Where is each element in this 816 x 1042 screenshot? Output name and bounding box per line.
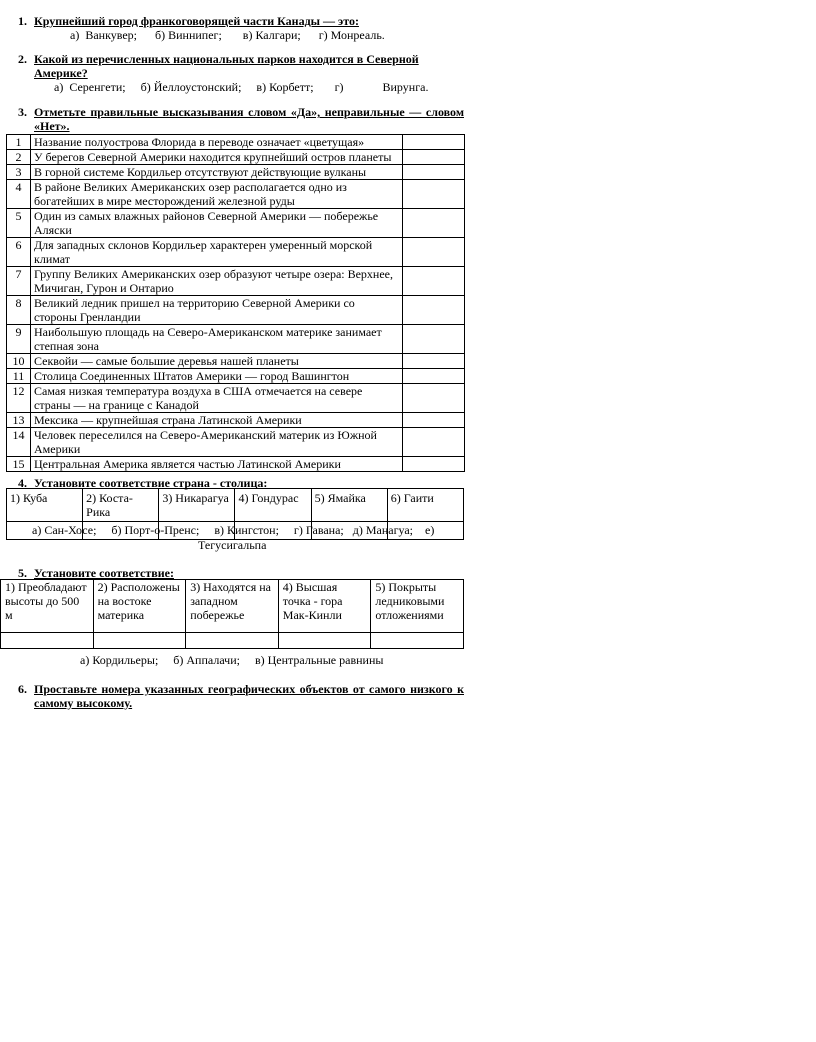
statement-text: Группу Великих Американских озер образуют четыре озера: Верхнее, Мичиган, Гурон и Онтарио	[31, 267, 403, 296]
feature-match-table	[0, 579, 464, 649]
statement-number: 14	[7, 428, 31, 457]
question-4-options-continued: Тегусигальпа	[198, 538, 267, 552]
statement-number: 9	[7, 325, 31, 354]
question-number: 5.	[18, 566, 27, 580]
statement-row	[7, 369, 465, 384]
answer-cell[interactable]	[403, 428, 465, 457]
statement-text: У берегов Северной Америки находится крупнейший остров планеты	[31, 150, 403, 165]
answer-cell[interactable]	[403, 354, 465, 369]
feature-answer-cell[interactable]	[186, 633, 279, 649]
statement-text: Секвойи — самые большие деревья нашей планеты	[31, 354, 403, 369]
question-number: 6.	[18, 682, 27, 696]
statement-text: Столица Соединенных Штатов Америки — город Вашингтон	[31, 369, 403, 384]
feature-answer-cell[interactable]	[93, 633, 186, 649]
question-text: Установите соответствие страна - столица:	[34, 476, 268, 490]
statement-text: В горной системе Кордильер отсутствуют действующие вулканы	[31, 165, 403, 180]
statement-number: 3	[7, 165, 31, 180]
statement-number: 12	[7, 384, 31, 413]
country-cell: 6) Гаити	[387, 489, 463, 522]
question-4-options: а) Сан-Хосе; б) Порт-о-Пренс; в) Кингстон; г) Гавана; д) Манагуа; е)	[32, 523, 435, 537]
true-false-table	[6, 134, 465, 472]
statement-number: 11	[7, 369, 31, 384]
answer-cell[interactable]	[403, 209, 465, 238]
country-cell: 1) Куба	[7, 489, 83, 522]
statement-row	[7, 384, 465, 413]
feature-description-cell: 2) Расположены на востоке материка	[93, 580, 186, 633]
statement-text: Человек переселился на Северо-Американский материк из Южной Америки	[31, 428, 403, 457]
question-1	[18, 14, 464, 28]
answer-cell[interactable]	[403, 165, 465, 180]
statement-number: 1	[7, 135, 31, 150]
statement-number: 8	[7, 296, 31, 325]
question-text: Крупнейший город франкоговорящей части Канады — это:	[34, 14, 359, 28]
statement-row	[7, 180, 465, 209]
feature-answer-cell[interactable]	[1, 633, 94, 649]
statement-row	[7, 325, 465, 354]
question-1-options: а) Ванкувер; б) Виннипег; в) Калгари; г) Монреаль.	[70, 28, 385, 42]
statement-text: Мексика — крупнейшая страна Латинской Америки	[31, 413, 403, 428]
answer-cell[interactable]	[403, 413, 465, 428]
statement-text: Название полуострова Флорида в переводе означает «цветущая»	[31, 135, 403, 150]
answer-cell[interactable]	[403, 369, 465, 384]
statement-text: Один из самых влажных районов Северной Америки — побережье Аляски	[31, 209, 403, 238]
answer-cell[interactable]	[403, 238, 465, 267]
feature-answer-cell[interactable]	[371, 633, 464, 649]
question-2	[18, 52, 464, 80]
feature-description-cell: 1) Преобладают высоты до 500 м	[1, 580, 94, 633]
feature-answer-cell[interactable]	[278, 633, 371, 649]
question-3	[18, 105, 464, 133]
question-number: 3.	[18, 105, 27, 119]
question-text: Проставьте номера указанных географических объектов от самого низкого к самому высокому.	[34, 682, 464, 710]
country-cell: 3) Никарагуа	[159, 489, 235, 522]
statement-row	[7, 457, 465, 472]
feature-description-cell: 4) Высшая точка - гора Мак-Кинли	[278, 580, 371, 633]
statement-row	[7, 150, 465, 165]
statement-row	[7, 428, 465, 457]
statement-text: Великий ледник пришел на территорию Северной Америки со стороны Гренландии	[31, 296, 403, 325]
statement-row	[7, 238, 465, 267]
country-cell: 5) Ямайка	[311, 489, 387, 522]
feature-description-cell: 5) Покрыты ледниковыми отложениями	[371, 580, 464, 633]
statement-number: 4	[7, 180, 31, 209]
question-text: Установите соответствие:	[34, 566, 174, 580]
answer-cell[interactable]	[403, 267, 465, 296]
question-number: 2.	[18, 52, 27, 66]
question-text: Какой из перечисленных национальных парков находится в Северной Америке?	[34, 52, 419, 80]
statement-text: Центральная Америка является частью Латинской Америки	[31, 457, 403, 472]
statement-row	[7, 413, 465, 428]
statement-row	[7, 354, 465, 369]
statement-row	[7, 135, 465, 150]
question-5-options: а) Кордильеры; б) Аппалачи; в) Центральные равнины	[80, 653, 384, 667]
question-number: 1.	[18, 14, 27, 28]
answer-cell[interactable]	[403, 296, 465, 325]
statement-text: Самая низкая температура воздуха в США отмечается на севере страны — на границе с Канадой	[31, 384, 403, 413]
answer-cell[interactable]	[403, 180, 465, 209]
question-number: 4.	[18, 476, 27, 490]
statement-number: 10	[7, 354, 31, 369]
statement-number: 2	[7, 150, 31, 165]
statement-number: 7	[7, 267, 31, 296]
question-5	[18, 566, 464, 580]
statement-text: Для западных склонов Кордильер характерен умеренный морской климат	[31, 238, 403, 267]
country-cell: 4) Гондурас	[235, 489, 311, 522]
statement-text: Наибольшую площадь на Северо-Американском материке занимает степная зона	[31, 325, 403, 354]
answer-cell[interactable]	[403, 384, 465, 413]
statement-text: В районе Великих Американских озер располагается одно из богатейших в мире месторождений железной руды	[31, 180, 403, 209]
statement-row	[7, 209, 465, 238]
statement-row	[7, 267, 465, 296]
statement-number: 5	[7, 209, 31, 238]
answer-cell[interactable]	[403, 135, 465, 150]
country-cell: 2) Коста-Рика	[83, 489, 159, 522]
statement-number: 13	[7, 413, 31, 428]
statement-number: 15	[7, 457, 31, 472]
question-2-options: а) Серенгети; б) Йеллоустонский; в) Корбетт; г) Вирунга.	[54, 80, 429, 94]
statement-row	[7, 296, 465, 325]
question-6	[18, 682, 464, 710]
statement-row	[7, 165, 465, 180]
feature-description-cell: 3) Находятся на западном побережье	[186, 580, 279, 633]
answer-cell[interactable]	[403, 150, 465, 165]
answer-cell[interactable]	[403, 457, 465, 472]
answer-cell[interactable]	[403, 325, 465, 354]
question-text: Отметьте правильные высказывания словом «Да», неправильные — словом «Нет».	[34, 105, 464, 133]
statement-number: 6	[7, 238, 31, 267]
